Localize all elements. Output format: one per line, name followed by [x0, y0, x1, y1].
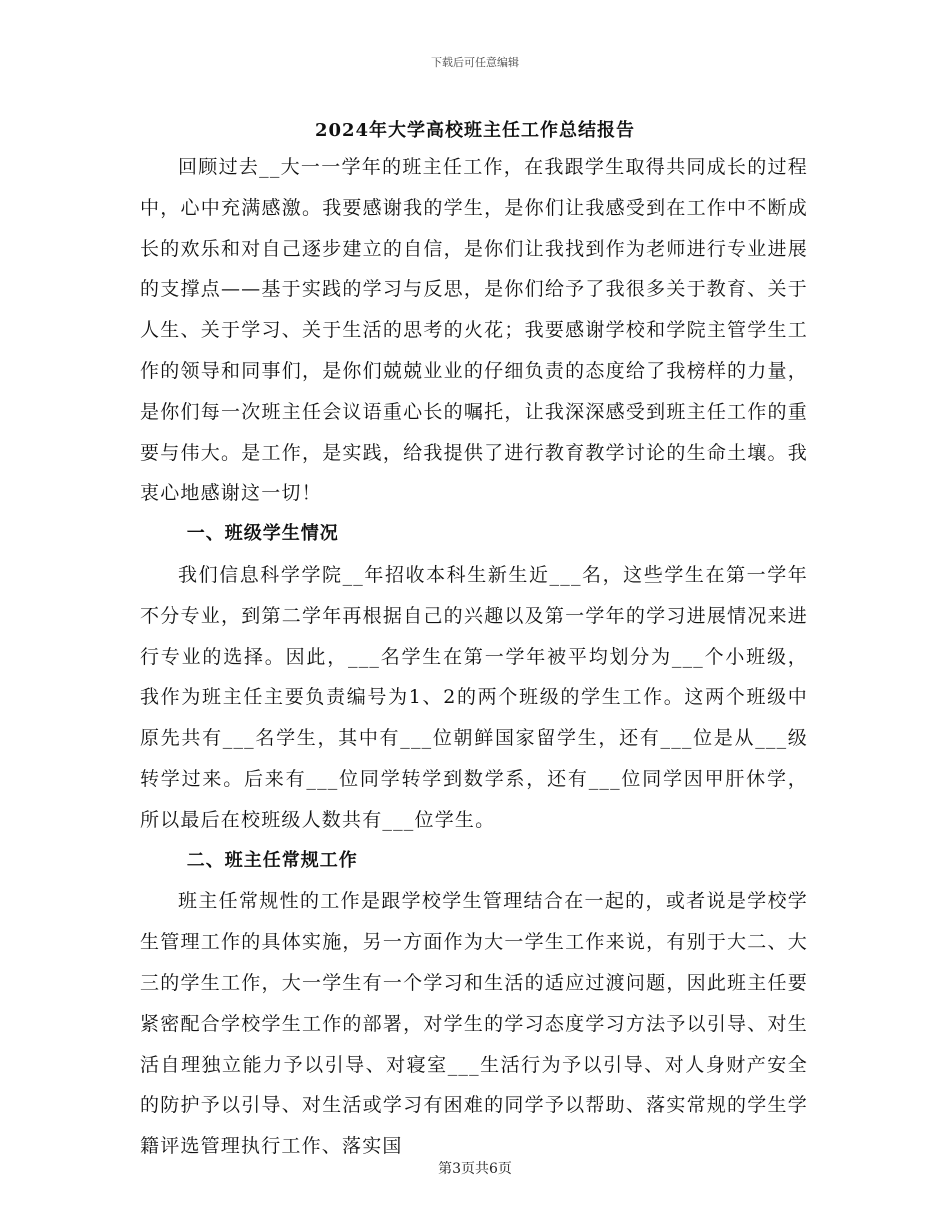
document-body [140, 147, 808, 1167]
section-paragraph-routine-work: 班主任常规性的工作是跟学校学生管理结合在一起的，或者说是学校学生管理工作的具体实施，另一方面作为大一学生工作来说，有别于大二、大三的学生工作，大一学生有一个学习和生活的适应过渡问题，因此班主任要紧密配合学校学生工作的部署，对学生的学习态度学习方法予以引导、对生活自理独立能力予以引导、对寝室___生活行为予以引导、对人身财产安全的防护予以引导、对生活或学习有困难的同学予以帮助、落实常规的学生学籍评选管理执行工作、落实国 [140, 890, 808, 1158]
page-header-note: 下载后可任意编辑 [431, 56, 519, 69]
document-title: 2024年大学高校班主任工作总结报告 [314, 120, 636, 141]
section-heading-routine-work: 二、班主任常规工作 [186, 849, 358, 871]
page-number: 第3页共6页 [438, 1161, 512, 1177]
section-paragraph-class-students: 我们信息科学学院__年招收本科生新生近___名，这些学生在第一学年不分专业，到第二学年再根据自己的兴趣以及第一学年的学习进展情况来进行专业的选择。因此，___名学生在第一学年被平均划分为___个小班级，我作为班主任主要负责编号为1、2的两个班级的学生工作。这两个班级中原先共有___名学生，其中有___位朝鲜国家留学生，还有___位是从___级转学过来。后来有___位同学转学到数学系，还有___位同学因甲肝休学，所以最后在校班级人数共有___位学生。 [140, 563, 808, 831]
section-heading-class-students: 一、班级学生情况 [186, 523, 339, 545]
intro-paragraph: 回顾过去__大一一学年的班主任工作，在我跟学生取得共同成长的过程中，心中充满感激。我要感谢我的学生，是你们让我感受到在工作中不断成长的欢乐和对自己逐步建立的自信，是你们让我找到作为老师进行专业进展的支撑点——基于实践的学习与反思，是你们给予了我很多关于教育、关于人生、关于学习、关于生活的思考的火花；我要感谢学校和学院主管学生工作的领导和同事们，是你们兢兢业业的仔细负责的态度给了我榜样的力量，是你们每一次班主任会议语重心长的嘱托，让我深深感受到班主任工作的重要与伟大。是工作，是实践，给我提供了进行教育教学讨论的生命土壤。我衷心地感谢这一切！ [140, 156, 808, 505]
